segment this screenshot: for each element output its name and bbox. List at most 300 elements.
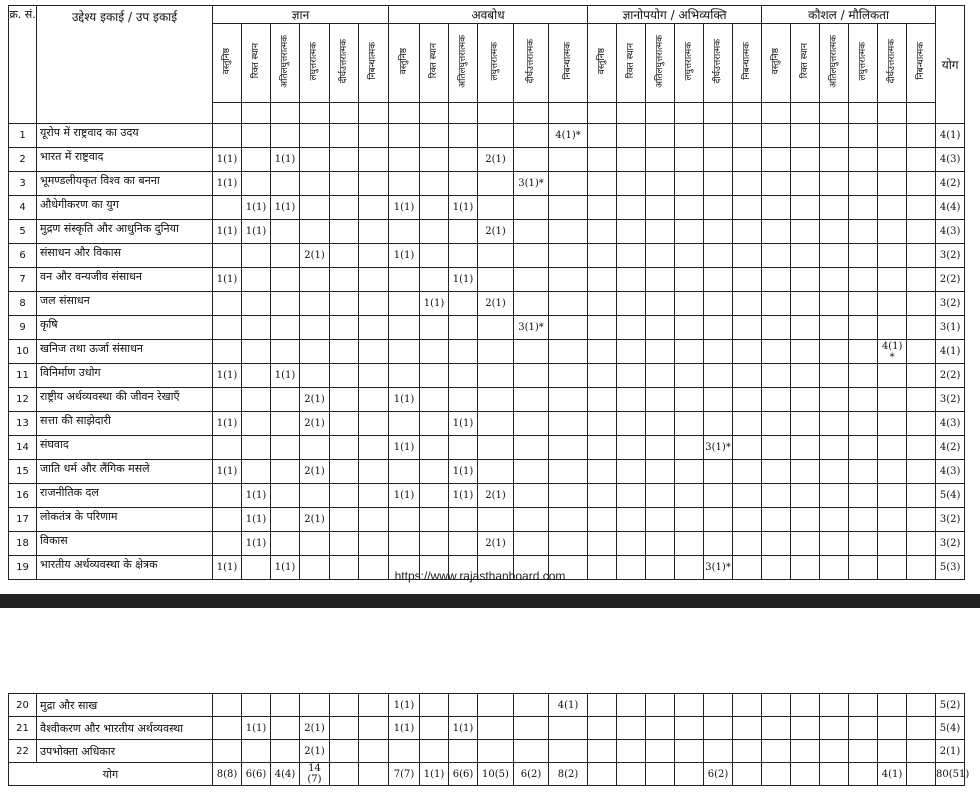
value-cell (549, 244, 588, 268)
value-cell (330, 172, 359, 196)
value-cell (389, 148, 420, 172)
value-cell: 1(1) (389, 388, 420, 412)
value-cell (849, 196, 878, 220)
value-cell (420, 388, 449, 412)
value-cell (791, 196, 820, 220)
value-cell (300, 220, 330, 244)
value-cell: 1(1) (449, 484, 478, 508)
subcolumn-label: अतिलघुत्तरात्मक (654, 34, 665, 88)
value-cell (420, 268, 449, 292)
table-row (9, 244, 965, 268)
value-cell (675, 292, 704, 316)
value-cell (330, 268, 359, 292)
value-cell (478, 124, 514, 148)
value-cell (617, 148, 646, 172)
value-cell: 1(1) (213, 460, 242, 484)
value-cell (330, 196, 359, 220)
value-cell (646, 436, 675, 460)
value-cell (514, 292, 549, 316)
value-cell (704, 292, 733, 316)
value-cell: 2(1) (300, 412, 330, 436)
value-cell (878, 196, 907, 220)
value-cell (675, 244, 704, 268)
value-cell (849, 244, 878, 268)
value-cell (588, 124, 617, 148)
value-cell (791, 244, 820, 268)
value-cell (704, 244, 733, 268)
value-cell (791, 316, 820, 340)
value-cell (213, 292, 242, 316)
row-total-cell: 3(1) (936, 316, 965, 340)
value-cell: 1(1) (213, 172, 242, 196)
value-cell: 2(1) (478, 292, 514, 316)
value-cell (330, 532, 359, 556)
value-cell (791, 532, 820, 556)
value-cell (733, 763, 762, 786)
value-cell (359, 460, 389, 484)
value-cell (675, 532, 704, 556)
subcolumn-label: अतिलघुत्तरात्मक (828, 34, 839, 88)
value-cell (514, 268, 549, 292)
value-cell (271, 124, 300, 148)
value-cell (359, 220, 389, 244)
value-cell (878, 740, 907, 763)
table-row (9, 316, 965, 340)
table-row (9, 436, 965, 460)
value-cell: 2(1) (300, 508, 330, 532)
value-cell (791, 268, 820, 292)
value-cell (907, 148, 936, 172)
value-cell (420, 740, 449, 763)
table-row (9, 717, 965, 740)
value-cell (549, 148, 588, 172)
value-cell (588, 412, 617, 436)
value-cell: 1(1) (449, 196, 478, 220)
value-cell: 6(2) (704, 763, 733, 786)
value-cell (588, 196, 617, 220)
value-cell (389, 172, 420, 196)
value-cell (820, 268, 849, 292)
value-cell: 10(5) (478, 763, 514, 786)
value-cell (878, 364, 907, 388)
value-cell (617, 388, 646, 412)
value-cell (271, 694, 300, 717)
value-cell (704, 364, 733, 388)
value-cell (733, 388, 762, 412)
value-cell (359, 763, 389, 786)
subcolumn-header (478, 24, 514, 103)
unit-cell: मुद्रण संस्कृति और आधुनिक दुनिया (37, 220, 213, 244)
subcolumn-header (420, 24, 449, 103)
row-total-cell: 4(2) (936, 436, 965, 460)
row-total-cell: 4(3) (936, 412, 965, 436)
value-cell (359, 268, 389, 292)
value-cell: 2(1) (300, 388, 330, 412)
subcolumn-label: निबन्धात्मक (741, 42, 752, 80)
value-cell (733, 484, 762, 508)
value-cell (878, 172, 907, 196)
value-cell (271, 532, 300, 556)
value-cell (271, 316, 300, 340)
value-cell (878, 148, 907, 172)
value-cell (449, 532, 478, 556)
value-cell (617, 763, 646, 786)
serial-cell: 21 (9, 717, 37, 740)
value-cell (242, 172, 271, 196)
value-cell (514, 508, 549, 532)
subcolumn-label: दीर्घउत्तरात्मक (338, 38, 349, 84)
value-cell (762, 292, 791, 316)
spacer-cell (330, 103, 359, 124)
value-cell (330, 220, 359, 244)
value-cell (359, 292, 389, 316)
value-cell (359, 364, 389, 388)
table-row (9, 148, 965, 172)
value-cell (791, 124, 820, 148)
value-cell (733, 268, 762, 292)
table-row (9, 196, 965, 220)
serial-cell: 20 (9, 694, 37, 717)
subcolumn-header (704, 24, 733, 103)
value-cell (849, 316, 878, 340)
value-cell (646, 316, 675, 340)
value-cell (588, 532, 617, 556)
value-cell (549, 340, 588, 364)
value-cell: 2(1) (300, 460, 330, 484)
subcolumn-header (300, 24, 330, 103)
value-cell (849, 364, 878, 388)
row-total-cell: 2(2) (936, 364, 965, 388)
row-total-cell: 4(2) (936, 172, 965, 196)
value-cell (704, 124, 733, 148)
value-cell (675, 508, 704, 532)
spacer-cell (588, 103, 617, 124)
value-cell (271, 484, 300, 508)
value-cell: 1(1) (271, 148, 300, 172)
row-total-cell: 4(3) (936, 460, 965, 484)
value-cell (588, 484, 617, 508)
value-cell (420, 484, 449, 508)
value-cell: 8(8) (213, 763, 242, 786)
value-cell (549, 388, 588, 412)
value-cell (646, 244, 675, 268)
value-cell (820, 340, 849, 364)
value-cell: 4(1)* (549, 124, 588, 148)
value-cell (675, 763, 704, 786)
unit-cell: वन और वन्यजीव संसाधन (37, 268, 213, 292)
unit-cell: राष्ट्रीय अर्थव्यवस्था की जीवन रेखाएँ (37, 388, 213, 412)
value-cell (420, 172, 449, 196)
value-cell (330, 124, 359, 148)
value-cell (675, 484, 704, 508)
value-cell (878, 484, 907, 508)
unit-cell: लोकतंत्र के परिणाम (37, 508, 213, 532)
value-cell (389, 220, 420, 244)
value-cell (820, 412, 849, 436)
value-cell (588, 436, 617, 460)
value-cell (791, 412, 820, 436)
value-cell (617, 412, 646, 436)
serial-cell: 16 (9, 484, 37, 508)
value-cell (478, 717, 514, 740)
value-cell (242, 740, 271, 763)
spacer-cell (271, 103, 300, 124)
value-cell (549, 364, 588, 388)
value-cell: 4(1) (549, 694, 588, 717)
serial-cell: 19 (9, 556, 37, 580)
value-cell (733, 532, 762, 556)
value-cell (704, 717, 733, 740)
value-cell (300, 532, 330, 556)
value-cell (359, 740, 389, 763)
serial-cell: 22 (9, 740, 37, 763)
value-cell (762, 694, 791, 717)
value-cell (646, 340, 675, 364)
value-cell (762, 460, 791, 484)
value-cell (617, 740, 646, 763)
value-cell (359, 412, 389, 436)
value-cell (733, 244, 762, 268)
value-cell (242, 268, 271, 292)
value-cell (588, 694, 617, 717)
value-cell (617, 196, 646, 220)
value-cell (549, 484, 588, 508)
value-cell (213, 388, 242, 412)
value-cell (242, 364, 271, 388)
unit-cell: उपभोक्ता अधिकार (37, 740, 213, 763)
value-cell (704, 532, 733, 556)
value-cell (675, 460, 704, 484)
value-cell (271, 268, 300, 292)
value-cell (420, 220, 449, 244)
value-cell (478, 196, 514, 220)
value-cell (271, 172, 300, 196)
row-total-cell: 5(4) (936, 717, 965, 740)
serial-cell: 6 (9, 244, 37, 268)
value-cell (820, 717, 849, 740)
value-cell (213, 316, 242, 340)
value-cell: 1(1) (389, 484, 420, 508)
value-cell: 2(1) (300, 244, 330, 268)
value-cell (907, 717, 936, 740)
value-cell (330, 148, 359, 172)
value-cell (733, 740, 762, 763)
value-cell (878, 388, 907, 412)
value-cell (549, 316, 588, 340)
value-cell: 1(1) (242, 717, 271, 740)
value-cell (704, 484, 733, 508)
value-cell (907, 763, 936, 786)
value-cell (878, 244, 907, 268)
subcolumn-label: रिक्त स्थान (428, 43, 439, 79)
value-cell (675, 740, 704, 763)
value-cell: 3(1)* (704, 436, 733, 460)
blueprint-table-continued (8, 693, 970, 786)
subcolumn-label: लघुत्तरात्मक (490, 41, 500, 81)
value-cell (300, 196, 330, 220)
value-cell (675, 316, 704, 340)
value-cell (704, 412, 733, 436)
serial-cell: 15 (9, 460, 37, 484)
value-cell (213, 508, 242, 532)
value-cell (878, 508, 907, 532)
value-cell (588, 763, 617, 786)
value-cell (549, 717, 588, 740)
value-cell (646, 172, 675, 196)
row-total-cell: 80(51) (936, 763, 965, 786)
value-cell (646, 220, 675, 244)
unit-cell: संसाधन और विकास (37, 244, 213, 268)
value-cell (675, 364, 704, 388)
value-cell (242, 388, 271, 412)
value-cell (420, 717, 449, 740)
value-cell (242, 436, 271, 460)
subcolumn-header (449, 24, 478, 103)
subcolumn-label: निबन्धात्मक (562, 42, 573, 80)
value-cell (213, 717, 242, 740)
value-cell (242, 340, 271, 364)
value-cell (704, 220, 733, 244)
value-cell (762, 124, 791, 148)
value-cell: 6(6) (242, 763, 271, 786)
value-cell (675, 148, 704, 172)
row-total-cell: 5(2) (936, 694, 965, 717)
value-cell (878, 694, 907, 717)
value-cell (271, 717, 300, 740)
serial-cell: 12 (9, 388, 37, 412)
value-cell (213, 436, 242, 460)
table-row (9, 268, 965, 292)
value-cell (549, 436, 588, 460)
value-cell (330, 763, 359, 786)
value-cell (820, 292, 849, 316)
subcolumn-header (791, 24, 820, 103)
subcolumn-label: लघुत्तरात्मक (309, 41, 319, 81)
table-row (9, 124, 965, 148)
value-cell (242, 244, 271, 268)
value-cell (617, 364, 646, 388)
serial-cell: 11 (9, 364, 37, 388)
value-cell (271, 292, 300, 316)
value-cell (514, 532, 549, 556)
value-cell: 1(1) (420, 292, 449, 316)
table-row (9, 460, 965, 484)
value-cell (791, 694, 820, 717)
value-cell (242, 292, 271, 316)
value-cell (549, 196, 588, 220)
value-cell (762, 532, 791, 556)
value-cell (588, 388, 617, 412)
value-cell (791, 763, 820, 786)
value-cell: 1(1) (389, 694, 420, 717)
value-cell (242, 694, 271, 717)
value-cell (907, 268, 936, 292)
unit-cell: भारतीय अर्थव्यवस्था के क्षेत्रक (37, 556, 213, 580)
value-cell (588, 340, 617, 364)
value-cell (588, 244, 617, 268)
value-cell (907, 412, 936, 436)
value-cell (791, 172, 820, 196)
value-cell (359, 436, 389, 460)
value-cell (300, 484, 330, 508)
value-cell (791, 340, 820, 364)
value-cell (549, 460, 588, 484)
subcolumn-header (675, 24, 704, 103)
value-cell (849, 508, 878, 532)
row-total-cell: 4(1) (936, 340, 965, 364)
value-cell (820, 436, 849, 460)
value-cell (762, 244, 791, 268)
table-row (9, 172, 965, 196)
value-cell (300, 148, 330, 172)
value-cell (820, 196, 849, 220)
subcolumn-header (389, 24, 420, 103)
value-cell (733, 124, 762, 148)
value-cell: 1(1) (420, 763, 449, 786)
spacer-cell (617, 103, 646, 124)
value-cell (330, 292, 359, 316)
value-cell (617, 694, 646, 717)
spacer-cell (733, 103, 762, 124)
subcolumn-label: अतिलघुत्तरात्मक (457, 34, 468, 88)
value-cell (704, 740, 733, 763)
value-cell (617, 532, 646, 556)
table-row (9, 532, 965, 556)
value-cell (733, 172, 762, 196)
value-cell (791, 484, 820, 508)
table-row (9, 508, 965, 532)
value-cell (213, 244, 242, 268)
value-cell (389, 532, 420, 556)
value-cell (420, 436, 449, 460)
value-cell: 3(1)* (514, 172, 549, 196)
value-cell (907, 740, 936, 763)
value-cell (704, 196, 733, 220)
spacer-cell (478, 103, 514, 124)
row-total-cell: 3(2) (936, 532, 965, 556)
value-cell (478, 436, 514, 460)
value-cell (213, 694, 242, 717)
value-cell (213, 124, 242, 148)
value-cell (820, 460, 849, 484)
value-cell (549, 292, 588, 316)
value-cell: 4(4) (271, 763, 300, 786)
value-cell (420, 412, 449, 436)
row-total-cell: 3(2) (936, 244, 965, 268)
subcolumn-header (733, 24, 762, 103)
spacer-cell (242, 103, 271, 124)
subcolumn-label: वस्तुनिष्ठ (596, 47, 607, 75)
value-cell (420, 196, 449, 220)
subcolumn-label: वस्तुनिष्ठ (221, 47, 232, 75)
serial-cell: 7 (9, 268, 37, 292)
subcolumn-header (762, 24, 791, 103)
value-cell (330, 694, 359, 717)
table-row (9, 292, 965, 316)
spacer-cell (675, 103, 704, 124)
value-cell: 1(1) (389, 244, 420, 268)
table-row (9, 694, 965, 717)
value-cell (389, 364, 420, 388)
value-cell (549, 172, 588, 196)
value-cell (762, 717, 791, 740)
value-cell (820, 763, 849, 786)
subcolumn-header (617, 24, 646, 103)
value-cell (478, 316, 514, 340)
blueprint-table (8, 5, 965, 580)
unit-cell: कृषि (37, 316, 213, 340)
value-cell (449, 740, 478, 763)
